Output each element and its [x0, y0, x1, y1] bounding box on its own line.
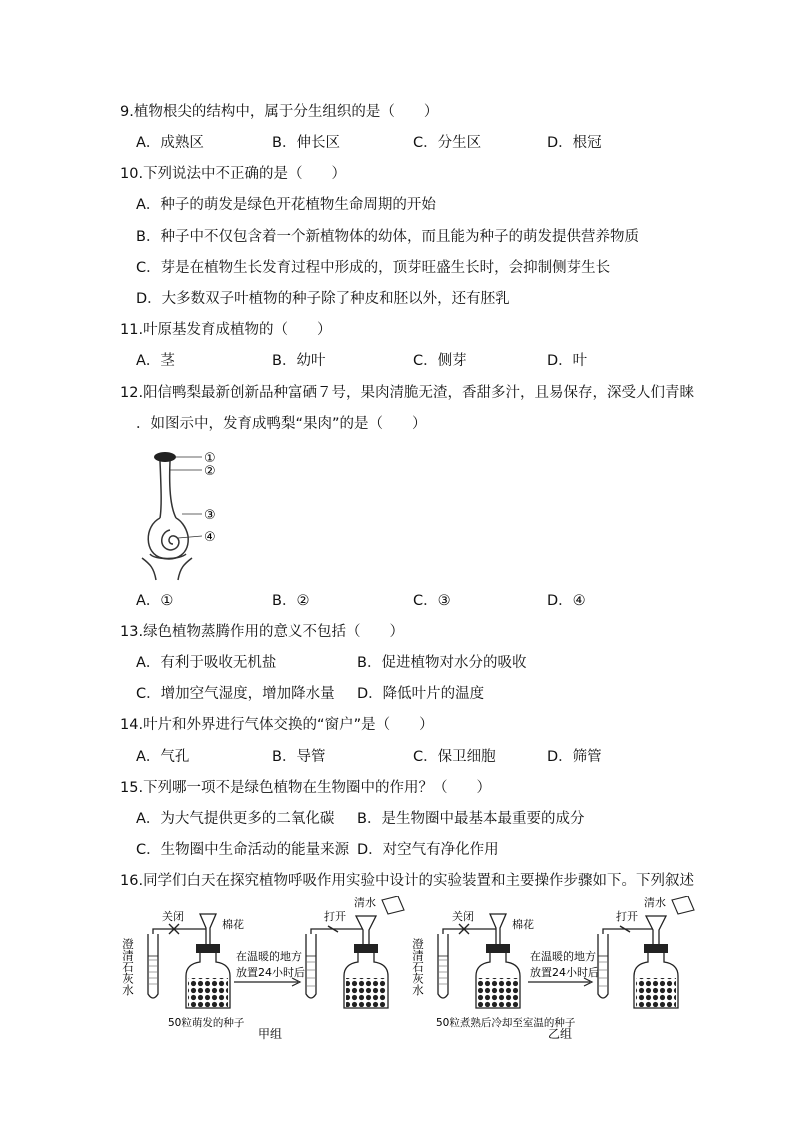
- option-a[interactable]: A．为大气提供更多的二氧化碳: [136, 811, 335, 827]
- bottle-stopper: [644, 944, 668, 953]
- question-text: 绿色植物蒸腾作用的意义不包括（ ）: [143, 624, 405, 640]
- cotton-label: 棉花: [222, 918, 244, 931]
- question-text: 叶片和外界进行气体交换的“窗户”是（ ）: [143, 717, 434, 733]
- question-text: 叶原基发育成植物的（ ）: [143, 322, 332, 338]
- question-number: 14.: [120, 717, 144, 733]
- step-label-line1: 在温暖的地方: [236, 950, 302, 963]
- option-a[interactable]: A．成熟区: [136, 135, 204, 151]
- boiled-seeds: [478, 978, 518, 1007]
- boiled-seeds: [636, 978, 676, 1007]
- funnel-icon: [200, 914, 216, 946]
- option-d[interactable]: D．大多数双子叶植物的种子除了种皮和胚以外，还有胚乳: [136, 291, 510, 307]
- option-b[interactable]: B．种子中不仅包含着一个新植物体的幼体，而且能为种子的萌发提供营养物质: [136, 229, 639, 245]
- question-text: 下列说法中不正确的是（ ）: [143, 166, 347, 182]
- option-c[interactable]: C．芽是在植物生长发育过程中形成的，顶芽旺盛生长时，会抑制侧芽生长: [136, 260, 611, 276]
- option-c[interactable]: C．③: [413, 593, 451, 609]
- receptacle: [142, 554, 192, 580]
- valve-open-label: 打开: [324, 910, 346, 923]
- ovary-wall: [148, 518, 188, 559]
- option-b[interactable]: B．伸长区: [272, 135, 340, 151]
- stigma: [154, 452, 176, 462]
- funnel-icon: [490, 914, 506, 946]
- group-b-label: 乙组: [548, 1027, 573, 1041]
- option-d[interactable]: D．叶: [547, 353, 588, 369]
- question-12-stem: [120, 383, 694, 403]
- step-label-line1-b: 在温暖的地方: [530, 950, 596, 963]
- beaker-icon: [672, 896, 694, 914]
- option-d[interactable]: D．对空气有净化作用: [357, 842, 499, 858]
- option-a[interactable]: A．种子的萌发是绿色开花植物生命周期的开始: [136, 197, 436, 213]
- bottle-stopper: [354, 944, 378, 953]
- water-label-b: 清水: [644, 896, 666, 909]
- option-b[interactable]: B．导管: [272, 749, 326, 765]
- beaker-icon: [382, 896, 404, 914]
- step-label-line2: 放置24小时后: [236, 966, 305, 979]
- figure-label-2: ②: [204, 464, 216, 479]
- option-c[interactable]: C．分生区: [413, 135, 482, 151]
- question-text: 阳信鸭梨最新创新品种富硒７号，果肉清脆无渣，香甜多汁，且易保存，深受人们青睐: [143, 385, 695, 401]
- figure-label-1: ①: [204, 451, 216, 466]
- limewater-label-a: 澄清石灰水: [121, 938, 135, 996]
- respiration-experiment-figure: [120, 896, 700, 1044]
- option-d[interactable]: D．筛管: [547, 749, 602, 765]
- question-number: 9.: [120, 104, 134, 120]
- question-number: 11.: [120, 322, 144, 338]
- option-b[interactable]: B．促进植物对水分的吸收: [357, 655, 527, 671]
- question-text: 下列哪一项不是绿色植物在生物圈中的作用？（ ）: [143, 780, 492, 796]
- water-label: 清水: [354, 896, 376, 909]
- option-c[interactable]: C．增加空气湿度，增加降水量: [136, 686, 335, 702]
- option-a[interactable]: A．气孔: [136, 749, 190, 765]
- question-13-stem: [120, 622, 404, 642]
- valve-closed-label: 关闭: [162, 910, 184, 923]
- question-number: 10.: [120, 166, 144, 182]
- question-text: 植物根尖的结构中，属于分生组织的是（ ）: [133, 104, 439, 120]
- question-11-stem: [120, 320, 332, 340]
- option-b[interactable]: B．幼叶: [272, 353, 326, 369]
- question-number: 15.: [120, 780, 144, 796]
- ovule: [162, 530, 179, 550]
- option-d[interactable]: D．④: [547, 593, 586, 609]
- figure-label-3: ③: [204, 508, 216, 523]
- step-label-line2-b: 放置24小时后: [530, 966, 599, 979]
- option-d[interactable]: D．根冠: [547, 135, 602, 151]
- test-tube: [598, 934, 608, 998]
- valve-open-label-b: 打开: [616, 910, 638, 923]
- question-15-stem: [120, 778, 491, 798]
- bottle-stopper: [486, 944, 510, 953]
- cotton-label-b: 棉花: [512, 918, 534, 931]
- figure-label-4: ④: [204, 530, 216, 545]
- test-tube: [306, 934, 316, 998]
- option-c[interactable]: C．生物圈中生命活动的能量来源: [136, 842, 350, 858]
- option-c[interactable]: C．侧芽: [413, 353, 467, 369]
- limewater-label-b: 澄清石灰水: [411, 938, 425, 996]
- option-d[interactable]: D．降低叶片的温度: [357, 686, 485, 702]
- option-a[interactable]: A．①: [136, 593, 174, 609]
- question-10-stem: [120, 164, 346, 184]
- funnel-icon: [356, 916, 376, 946]
- group-a-label: 甲组: [258, 1027, 283, 1041]
- option-b[interactable]: B．是生物圈中最基本最重要的成分: [357, 811, 585, 827]
- style: [160, 461, 176, 518]
- germinating-seeds: [346, 978, 386, 1007]
- option-b[interactable]: B．②: [272, 593, 310, 609]
- question-number: 13.: [120, 624, 144, 640]
- germinating-seeds: [188, 978, 228, 1007]
- question-number: 12.: [120, 385, 144, 401]
- question-12-stem-continued: ．如图示中，发育成鸭梨“果肉”的是（ ）: [136, 416, 427, 432]
- bottle-stopper: [196, 944, 220, 953]
- group-b-seeds-label: 50粒煮熟后冷却至室温的种子: [436, 1017, 576, 1029]
- funnel-icon: [646, 916, 666, 946]
- group-a-seeds-label: 50粒萌发的种子: [168, 1017, 245, 1029]
- question-9-stem: [120, 102, 438, 122]
- question-14-stem: [120, 715, 434, 735]
- question-text: 同学们白天在探究植物呼吸作用实验中设计的实验装置和主要操作步骤如下。下列叙述: [143, 873, 695, 889]
- option-a[interactable]: A．有利于吸收无机盐: [136, 655, 277, 671]
- flower-pistil-figure: [140, 446, 240, 581]
- valve-closed-label-b: 关闭: [452, 910, 474, 923]
- option-c[interactable]: C．保卫细胞: [413, 749, 496, 765]
- question-16-stem: [120, 871, 694, 891]
- option-a[interactable]: A．茎: [136, 353, 175, 369]
- question-number: 16.: [120, 873, 144, 889]
